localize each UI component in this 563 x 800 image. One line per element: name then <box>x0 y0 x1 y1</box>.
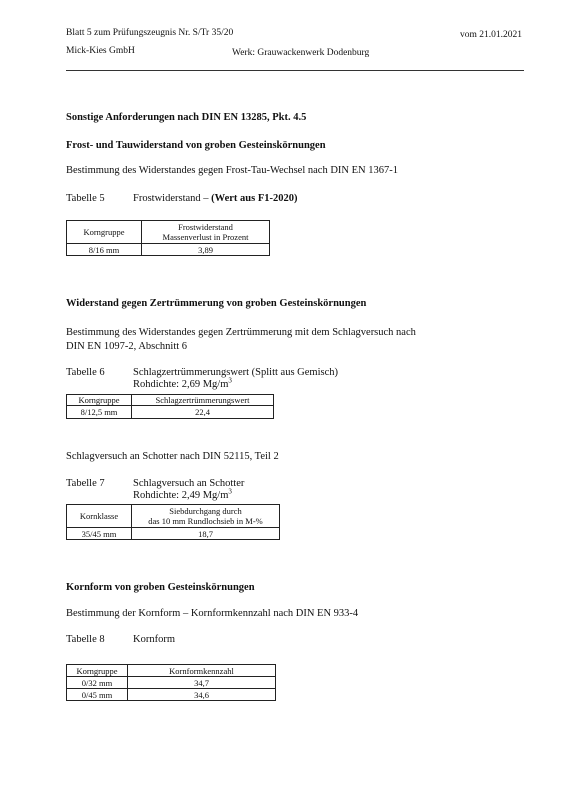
table-8-header-value: Kornformkennzahl <box>128 665 276 677</box>
table-5 <box>66 220 270 256</box>
table-5-title-bold: (Wert aus F1-2020) <box>211 193 298 204</box>
method-fragmentation-line1: Bestimmung des Widerstandes gegen Zertrümmerung mit dem Schlagversuch nach <box>66 327 416 338</box>
section-heading-fragmentation: Widerstand gegen Zertrümmerung von groben Gesteinskörnungen <box>66 298 367 309</box>
table-8-title: Kornform <box>133 634 175 645</box>
table-row <box>67 244 270 256</box>
table-7-header-line2: das 10 mm Rundlochsieb in M-% <box>148 516 263 526</box>
table-7-cell-value: 18,7 <box>132 528 280 540</box>
document-date: vom 21.01.2021 <box>460 30 523 40</box>
table-6-label: Tabelle 6 <box>66 367 105 378</box>
table-5-header-value <box>142 221 270 244</box>
table-row <box>67 528 280 540</box>
table-7-density-text: Rohdichte: 2,49 Mg/m <box>133 490 229 501</box>
table-6-cell-value: 22,4 <box>132 406 274 419</box>
table-7-density-sup: 3 <box>228 487 232 496</box>
table-8-label: Tabelle 8 <box>66 634 105 645</box>
table-7-title: Schlagversuch an Schotter <box>133 478 245 489</box>
table-5-cell-group: 8/16 mm <box>67 244 142 256</box>
table-7-density <box>133 487 232 501</box>
table-5-cell-value: 3,89 <box>142 244 270 256</box>
company-name: Mick-Kies GmbH <box>66 46 135 56</box>
table-8 <box>66 664 276 701</box>
table-6-density-sup: 3 <box>228 376 232 385</box>
table-5-title <box>133 193 298 204</box>
table-6 <box>66 394 274 419</box>
header-rule <box>66 70 524 71</box>
table-5-header-group: Korngruppe <box>67 221 142 244</box>
section-subheading-frost: Frost- und Tauwiderstand von groben Gesteinskörnungen <box>66 140 326 151</box>
table-7-header-value <box>132 505 280 528</box>
table-row <box>67 689 276 701</box>
table-7 <box>66 504 280 540</box>
table-5-label: Tabelle 5 <box>66 193 105 204</box>
table-7-header-group: Kornklasse <box>67 505 132 528</box>
method-grain-shape: Bestimmung der Kornform – Kornformkennzahl nach DIN EN 933-4 <box>66 608 359 619</box>
table-7-header-line1: Siebdurchgang durch <box>169 506 242 516</box>
table-row <box>67 677 276 689</box>
table-8-cell-value: 34,6 <box>128 689 276 701</box>
table-8-cell-group: 0/45 mm <box>67 689 128 701</box>
table-6-header-value: Schlagzertrümmerungswert <box>132 395 274 406</box>
table-6-header-group: Korngruppe <box>67 395 132 406</box>
section-heading-other-requirements: Sonstige Anforderungen nach DIN EN 13285, Pkt. 4.5 <box>66 112 307 123</box>
method-fragmentation-line2: DIN EN 1097-2, Abschnitt 6 <box>66 341 188 352</box>
plant-name: Werk: Grauwackenwerk Dodenburg <box>232 48 370 58</box>
table-5-header-line2: Massenverlust in Prozent <box>162 232 249 242</box>
table-8-header-group: Korngruppe <box>67 665 128 677</box>
method-schotter: Schlagversuch an Schotter nach DIN 52115, Teil 2 <box>66 451 279 462</box>
table-5-header-line1: Frostwiderstand <box>178 222 233 232</box>
table-row <box>67 406 274 419</box>
table-6-cell-group: 8/12,5 mm <box>67 406 132 419</box>
method-frost: Bestimmung des Widerstandes gegen Frost-Tau-Wechsel nach DIN EN 1367-1 <box>66 165 398 176</box>
table-8-cell-value: 34,7 <box>128 677 276 689</box>
table-6-title: Schlagzertrümmerungswert (Splitt aus Gemisch) <box>133 367 338 378</box>
table-5-title-text: Frostwiderstand – <box>133 193 212 204</box>
table-6-density <box>133 376 232 390</box>
table-8-cell-group: 0/32 mm <box>67 677 128 689</box>
table-7-label: Tabelle 7 <box>66 478 105 489</box>
table-7-cell-group: 35/45 mm <box>67 528 132 540</box>
sheet-reference: Blatt 5 zum Prüfungszeugnis Nr. S/Tr 35/20 <box>66 28 234 38</box>
section-heading-grain-shape: Kornform von groben Gesteinskörnungen <box>66 582 255 593</box>
table-6-density-text: Rohdichte: 2,69 Mg/m <box>133 379 229 390</box>
